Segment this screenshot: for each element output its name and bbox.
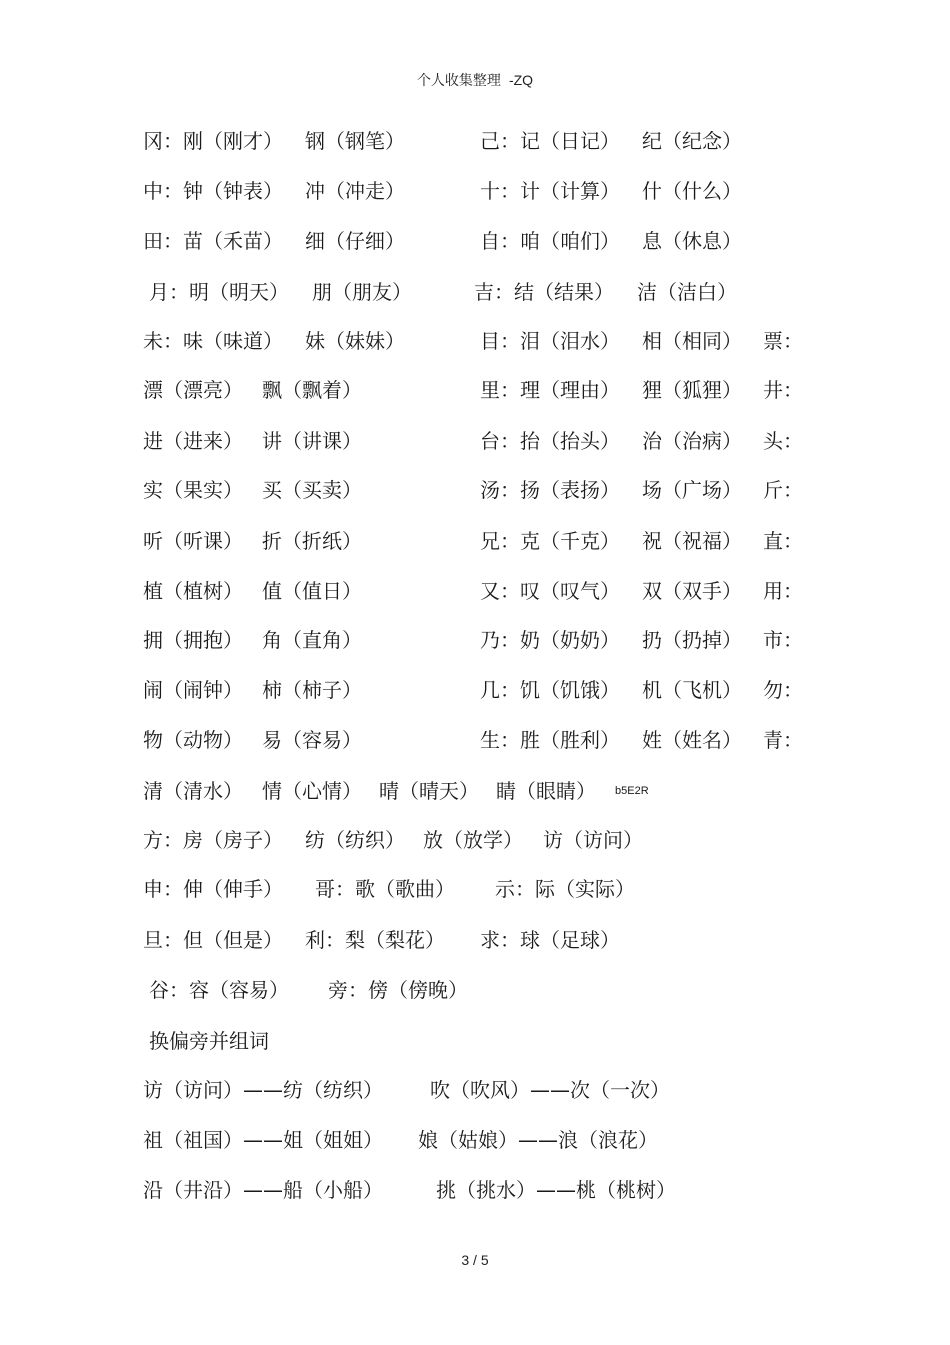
line-segment: 头： [763, 429, 803, 453]
text-line [0, 625, 950, 655]
line-segment: 里：理（理由） [480, 378, 620, 402]
line-segment: 植（植树） [143, 579, 243, 603]
line-segment: 姓（姓名） [642, 728, 742, 752]
line-segment: 洁（洁白） [637, 280, 737, 304]
line-segment: 自：咱（咱们） [480, 229, 620, 253]
text-line [0, 326, 950, 356]
line-segment: 朋（朋友） [312, 280, 412, 304]
line-segment: 祝（祝福） [642, 529, 742, 553]
line-segment: 中：钟（钟表） [143, 179, 283, 203]
line-segment: 井： [763, 378, 803, 402]
text-line [0, 576, 950, 606]
line-segment: 申：伸（伸手） [143, 877, 283, 901]
line-segment: 冈：刚（刚才） [143, 129, 283, 153]
text-line [0, 725, 950, 755]
line-segment: 哥：歌（歌曲） [315, 877, 455, 901]
line-segment: 青： [763, 728, 803, 752]
line-segment: 访（访问） [543, 828, 643, 852]
line-segment: 己：记（日记） [480, 129, 620, 153]
line-segment: 闹（闹钟） [143, 678, 243, 702]
line-segment: 又：叹（叹气） [480, 579, 620, 603]
line-segment: 娘（姑娘）——浪（浪花） [418, 1128, 658, 1152]
header-tag: -ZQ [508, 72, 534, 88]
text-line [0, 426, 950, 456]
line-segment: 票： [763, 329, 803, 353]
line-segment: 情（心情） [262, 779, 362, 803]
line-segment: 台：抬（抬头） [480, 429, 620, 453]
line-segment: 飘（飘着） [262, 378, 362, 402]
text-line [0, 526, 950, 556]
header-title: 个人收集整理 [416, 73, 501, 89]
text-line [0, 277, 950, 307]
line-segment: 放（放学） [423, 828, 523, 852]
section-heading-line [0, 1026, 950, 1056]
text-line [0, 776, 950, 806]
line-segment: 直： [763, 529, 803, 553]
line-segment: 生：胜（胜利） [480, 728, 620, 752]
line-segment: 斤： [763, 478, 803, 502]
line-segment: 妹（妹妹） [305, 329, 405, 353]
line-segment: 谷：容（容易） [149, 978, 289, 1002]
line-segment: 吹（吹风）——次（一次） [430, 1078, 670, 1102]
line-segment: 冲（冲走） [305, 179, 405, 203]
line-segment: 什（什么） [642, 179, 742, 203]
line-segment: 狸（狐狸） [642, 378, 742, 402]
line-segment: 挑（挑水）——桃（桃树） [436, 1178, 676, 1202]
line-segment: 治（治病） [642, 429, 742, 453]
line-segment: 求：球（足球） [480, 928, 620, 952]
text-line [0, 1125, 950, 1155]
line-segment: 兄：克（千克） [480, 529, 620, 553]
line-segment: 值（值日） [262, 579, 362, 603]
line-segment: 实（果实） [143, 478, 243, 502]
text-line [0, 475, 950, 505]
line-segment: 市： [763, 628, 803, 652]
line-segment: 相（相同） [642, 329, 742, 353]
page-number: 3 / 5 [461, 1252, 489, 1268]
line-segment: 旦：但（但是） [143, 928, 283, 952]
text-line [0, 1175, 950, 1205]
line-segment: 利：梨（梨花） [305, 928, 445, 952]
section-heading: 换偏旁并组词 [149, 1029, 269, 1053]
line-segment: 月：明（明天） [149, 280, 289, 304]
reference-code: b5E2R [615, 785, 649, 797]
line-segment: 买（买卖） [262, 478, 362, 502]
text-line [0, 925, 950, 955]
line-segment: 用： [763, 579, 803, 603]
text-line [0, 226, 950, 256]
line-segment: 十：计（计算） [480, 179, 620, 203]
line-segment: 漂（漂亮） [143, 378, 243, 402]
line-segment: 场（广场） [642, 478, 742, 502]
text-line [0, 975, 950, 1005]
line-segment: 勿： [763, 678, 803, 702]
line-segment: 讲（讲课） [262, 429, 362, 453]
text-line [0, 874, 950, 904]
line-segment: 田：苗（禾苗） [143, 229, 283, 253]
line-segment: 沿（井沿）——船（小船） [143, 1178, 383, 1202]
line-segment: 折（折纸） [262, 529, 362, 553]
line-segment: 晴（晴天） [379, 779, 479, 803]
line-segment: 易（容易） [262, 728, 362, 752]
text-line [0, 176, 950, 206]
line-segment: 乃：奶（奶奶） [480, 628, 620, 652]
page-header [0, 70, 950, 90]
line-segment: 方：房（房子） [143, 828, 283, 852]
line-segment: 目：泪（泪水） [480, 329, 620, 353]
line-segment: 睛（眼睛） [496, 779, 596, 803]
line-segment: 扔（扔掉） [642, 628, 742, 652]
line-segment: 柿（柿子） [262, 678, 362, 702]
line-segment: 息（休息） [642, 229, 742, 253]
line-segment: 双（双手） [642, 579, 742, 603]
text-line [0, 675, 950, 705]
line-segment: 角（直角） [262, 628, 362, 652]
line-segment: 机（飞机） [642, 678, 742, 702]
line-segment: 示：际（实际） [495, 877, 635, 901]
line-segment: 吉：结（结果） [474, 280, 614, 304]
line-segment: 几：饥（饥饿） [480, 678, 620, 702]
line-segment: 祖（祖国）——姐（姐姐） [143, 1128, 383, 1152]
line-segment: 进（进来） [143, 429, 243, 453]
text-line [0, 375, 950, 405]
line-segment: 物（动物） [143, 728, 243, 752]
line-segment: 未：味（味道） [143, 329, 283, 353]
line-segment: 纺（纺织） [305, 828, 405, 852]
line-segment: 旁：傍（傍晚） [328, 978, 468, 1002]
line-segment: 清（清水） [143, 779, 243, 803]
line-segment: 钢（钢笔） [305, 129, 405, 153]
line-segment: 听（听课） [143, 529, 243, 553]
line-segment: 拥（拥抱） [143, 628, 243, 652]
text-line [0, 1075, 950, 1105]
line-segment: 细（仔细） [305, 229, 405, 253]
text-line [0, 825, 950, 855]
text-line [0, 126, 950, 156]
line-segment: 汤：扬（表扬） [480, 478, 620, 502]
line-segment: 访（访问）——纺（纺织） [143, 1078, 383, 1102]
line-segment: 纪（纪念） [642, 129, 742, 153]
